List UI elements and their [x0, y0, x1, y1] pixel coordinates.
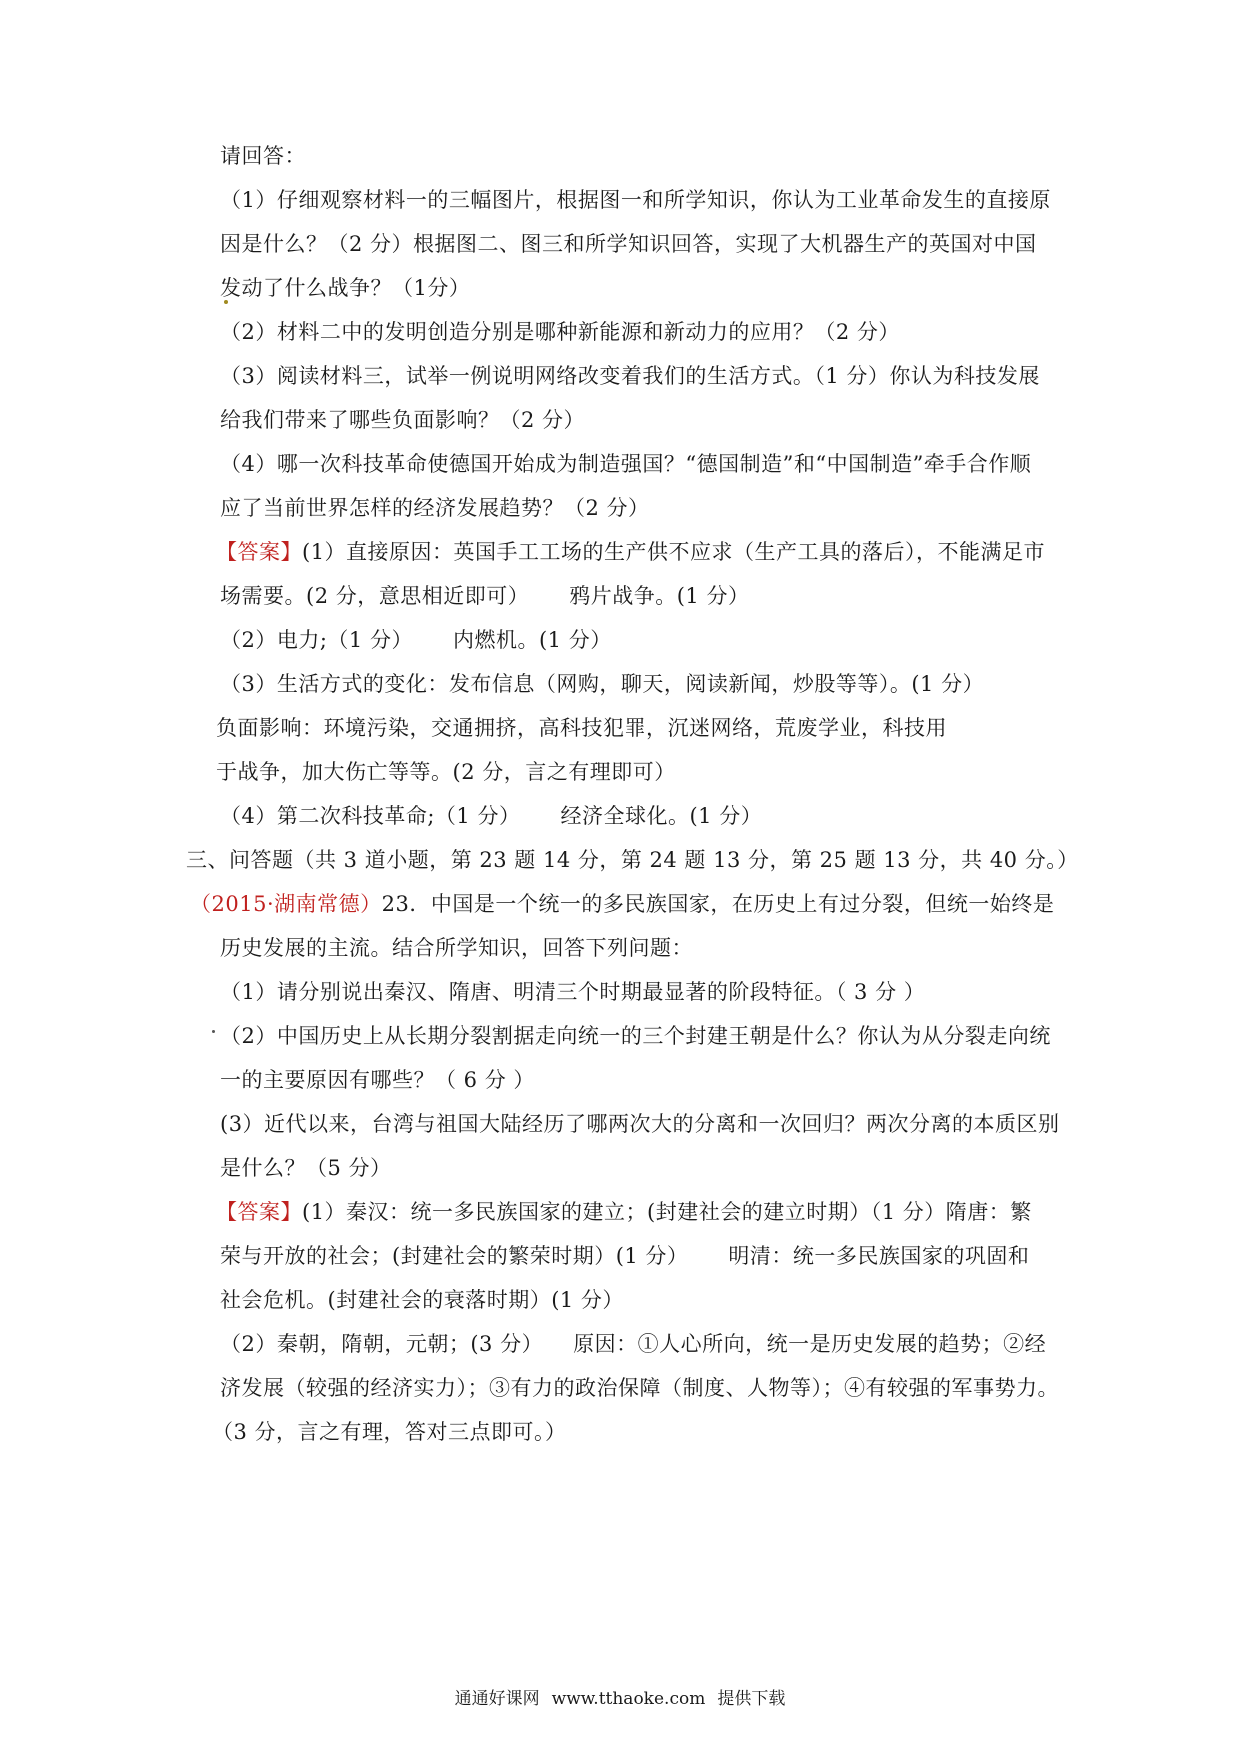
q22-answer4a: （4）第二次科技革命;（1 分）: [220, 804, 521, 828]
q23-part2-line2: 一的主要原因有哪些？（ 6 分 ）: [220, 1068, 535, 1092]
q22-answer1-text: (1）直接原因：英国手工工场的生产供不应求（生产工具的落后），不能满足市: [302, 540, 1046, 564]
q23-answer1-text: (1）秦汉：统一多民族国家的建立；(封建社会的建立时期）（1 分）隋唐：繁: [302, 1200, 1032, 1224]
q23-stem-text: 23．中国是一个统一的多民族国家，在历史上有过分裂，但统一始终是: [381, 892, 1055, 916]
q23-answer-line3: 社会危机。(封建社会的衰落时期）(1 分）: [220, 1288, 624, 1312]
q23-part2-line1: （2）中国历史上从长期分裂割据走向统一的三个封建王朝是什么？你认为从分裂走向统: [220, 1024, 1051, 1048]
q22-answer3-line1: （3）生活方式的变化：发布信息（网购，聊天，阅读新闻，炒股等等）。(1 分）: [220, 672, 985, 696]
q22-part4-line1: （4）哪一次科技革命使德国开始成为制造强国？“德国制造”和“中国制造”牵手合作顺: [220, 452, 1032, 476]
q22-answer-line4: [220, 801, 762, 831]
stray-mark: [224, 300, 228, 304]
q22-part1-line2: 因是什么？（2 分）根据图二、图三和所学知识回答，实现了大机器生产的英国对中国: [220, 232, 1037, 256]
q22-answer1-cont: 场需要。(2 分，意思相近即可）: [220, 584, 530, 608]
q22-part2: （2）材料二中的发明创造分别是哪种新能源和新动力的应用？（2 分）: [220, 320, 900, 344]
q22-part4-line2: 应了当前世界怎样的经济发展趋势？（2 分）: [220, 496, 650, 520]
q22-part3-line1: （3）阅读材料三，试举一例说明网络改变着我们的生活方式。（1 分）你认为科技发展: [220, 364, 1040, 388]
q23-answer-line2: [220, 1241, 1029, 1271]
q22-answer2a: （2）电力;（1 分）: [220, 628, 413, 652]
q23-answer-line6: （3 分，言之有理，答对三点即可。）: [212, 1420, 567, 1444]
q23-part3-line1: (3）近代以来，台湾与祖国大陆经历了哪两次大的分离和一次回归？两次分离的本质区别: [220, 1112, 1060, 1136]
q22-part1-line3: 发动了什么战争？（1分）: [220, 276, 471, 300]
q22-part1-line1: （1）仔细观察材料一的三幅图片，根据图一和所学知识，你认为工业革命发生的直接原: [220, 188, 1051, 212]
q23-answer-line4: [220, 1329, 1046, 1359]
footer-url[interactable]: www.tthaoke.com: [551, 1689, 706, 1709]
q23-answer2-dynasties: （2）秦朝，隋朝，元朝；(3 分）: [220, 1332, 544, 1356]
q22-prompt: 请回答：: [220, 144, 306, 168]
footer-site-name: 通通好课网: [454, 1689, 540, 1709]
q23-answer-line1: [216, 1197, 1032, 1227]
q22-answer-line2: [220, 581, 749, 611]
q22-answer-line3: [220, 625, 612, 655]
q22-answer1-war: 鸦片战争。(1 分）: [569, 584, 750, 608]
q23-answer-line5: 济发展（较强的经济实力）；③有力的政治保障（制度、人物等）；④有较强的军事势力。: [220, 1376, 1059, 1400]
q22-part3-line2: 给我们带来了哪些负面影响？（2 分）: [220, 408, 586, 432]
stray-mark: [212, 1030, 215, 1033]
q23-answer2-reasons: 原因：①人心所向，统一是历史发展的趋势；②经: [573, 1332, 1047, 1356]
q23-source: （2015·湖南常德）: [190, 892, 382, 916]
q23-stem-line1: [190, 889, 1054, 919]
answer-label: 【答案】: [216, 540, 302, 564]
footer-tail: 提供下载: [717, 1689, 786, 1709]
q23-stem-line2: 历史发展的主流。结合所学知识，回答下列问题：: [220, 936, 693, 960]
q22-answer4b: 经济全球化。(1 分）: [560, 804, 763, 828]
answer-label: 【答案】: [216, 1200, 302, 1224]
q23-part1: （1）请分别说出秦汉、隋唐、明清三个时期最显著的阶段特征。（ 3 分 ）: [220, 980, 926, 1004]
q22-answer-line1: [216, 537, 1045, 567]
page-footer: [0, 1687, 1240, 1711]
section3-heading: 三、问答题（共 3 道小题，第 23 题 14 分，第 24 题 13 分，第 25 题 13 分，共 40 分。）: [186, 848, 1079, 872]
q22-answer2b: 内燃机。(1 分）: [452, 628, 612, 652]
q22-answer3-line3: 于战争，加大伤亡等等。(2 分，言之有理即可）: [216, 760, 676, 784]
q23-part3-line2: 是什么？（5 分）: [220, 1156, 392, 1180]
q23-answer1-ming-qing: 明清：统一多民族国家的巩固和: [728, 1244, 1030, 1268]
q23-answer1-sui-tang: 荣与开放的社会；(封建社会的繁荣时期）(1 分）: [220, 1244, 689, 1268]
q22-answer3-line2: 负面影响：环境污染，交通拥挤，高科技犯罪，沉迷网络，荒废学业，科技用: [216, 716, 947, 740]
